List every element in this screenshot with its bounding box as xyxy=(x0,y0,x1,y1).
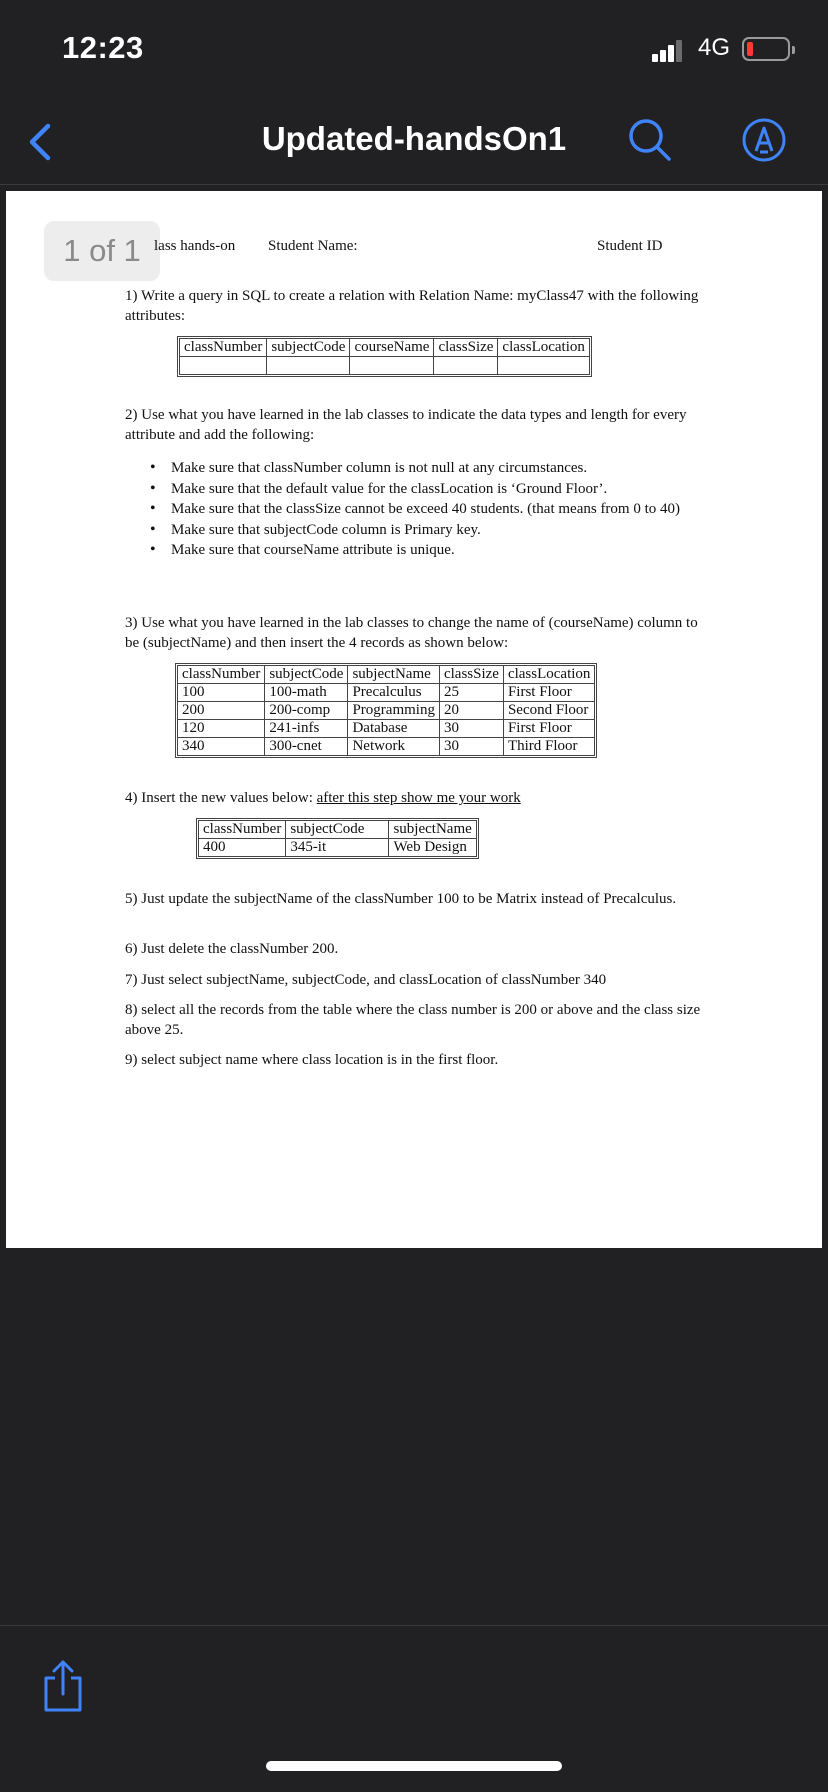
table-cell: subjectCode xyxy=(286,821,389,839)
table-cell: 340 xyxy=(178,738,265,756)
page-indicator: 1 of 1 xyxy=(44,221,160,281)
table-cell: 400 xyxy=(199,839,286,857)
question-9: 9) select subject name where class location is in the first floor. xyxy=(125,1052,499,1068)
table-row xyxy=(178,738,595,756)
table-cell: Programming xyxy=(348,702,440,720)
table-cell: 300-cnet xyxy=(265,738,348,756)
battery-icon xyxy=(742,37,790,61)
table-cell: Web Design xyxy=(389,839,476,857)
table-cell: classLocation xyxy=(498,339,589,357)
table-cell xyxy=(498,357,589,375)
table-cell: classNumber xyxy=(199,821,286,839)
table-row xyxy=(178,684,595,702)
list-item: • Make sure that the default value for the classLocation is ‘Ground Floor’. xyxy=(151,480,711,500)
cellular-signal-icon xyxy=(652,40,690,62)
question-8: 8) select all the records from the table where the class number is 200 or above and the class size above 25. xyxy=(125,1002,701,1038)
home-indicator[interactable] xyxy=(266,1761,562,1771)
question-6: 6) Just delete the classNumber 200. xyxy=(125,941,339,957)
table-cell: 345-it xyxy=(286,839,389,857)
markup-icon[interactable] xyxy=(738,114,790,166)
document-page[interactable] xyxy=(6,191,822,1248)
status-time: 12:23 xyxy=(62,30,144,65)
table-cell: 30 xyxy=(439,738,503,756)
question-2: 2) Use what you have learned in the lab classes to indicate the data types and length for every attribute and add the following: xyxy=(125,407,687,443)
table-cell: classSize xyxy=(439,666,503,684)
table-cell: subjectCode xyxy=(265,666,348,684)
header-student-name: Student Name: xyxy=(268,238,358,254)
table-cell: 200 xyxy=(178,702,265,720)
table-header-row xyxy=(180,339,590,357)
table-cell: 30 xyxy=(439,720,503,738)
table-cell: 200-comp xyxy=(265,702,348,720)
table-cell: Third Floor xyxy=(503,738,594,756)
table-row xyxy=(199,839,477,857)
back-chevron-icon[interactable] xyxy=(22,118,62,166)
question-1: 1) Write a query in SQL to create a relation with Relation Name: myClass47 with the following attributes: xyxy=(125,288,699,324)
network-type: 4G xyxy=(698,34,731,61)
table-cell: Network xyxy=(348,738,440,756)
table-cell: classNumber xyxy=(180,339,267,357)
header-student-id: Student ID xyxy=(597,238,663,254)
table-cell: subjectName xyxy=(348,666,440,684)
table-cell: First Floor xyxy=(503,720,594,738)
table-cell: First Floor xyxy=(503,684,594,702)
list-item: • Make sure that the classSize cannot be exceed 40 students. (that means from 0 to 40) xyxy=(151,500,711,520)
attributes-table xyxy=(179,338,590,375)
table-cell: 25 xyxy=(439,684,503,702)
table-cell xyxy=(434,357,498,375)
new-values-table xyxy=(198,820,477,857)
table-cell: Database xyxy=(348,720,440,738)
question-7: 7) Just select subjectName, subjectCode, and classLocation of classNumber 340 xyxy=(125,972,607,988)
table-row xyxy=(180,357,590,375)
table-cell: 100-math xyxy=(265,684,348,702)
question-4-underlined: after this step show me your work xyxy=(316,790,521,806)
table-cell: subjectCode xyxy=(267,339,350,357)
records-table xyxy=(177,665,595,756)
question-5: 5) Just update the subjectName of the classNumber 100 to be Matrix instead of Precalculus. xyxy=(125,891,677,907)
list-item: • Make sure that subjectCode column is Primary key. xyxy=(151,521,711,541)
table-cell xyxy=(350,357,434,375)
table-row xyxy=(178,720,595,738)
table-cell: 100 xyxy=(178,684,265,702)
table-cell: classSize xyxy=(434,339,498,357)
table-cell: 20 xyxy=(439,702,503,720)
requirements-list xyxy=(151,459,711,562)
document-title: Updated-handsOn1 xyxy=(261,120,567,157)
question-4 xyxy=(125,789,711,809)
list-item: • Make sure that courseName attribute is unique. xyxy=(151,541,711,561)
search-icon[interactable] xyxy=(624,114,676,166)
table-cell: 241-infs xyxy=(265,720,348,738)
table-cell: courseName xyxy=(350,339,434,357)
table-cell: Second Floor xyxy=(503,702,594,720)
table-cell xyxy=(180,357,267,375)
nav-bar xyxy=(0,100,828,185)
table-row xyxy=(178,702,595,720)
share-icon[interactable] xyxy=(38,1654,88,1714)
table-cell: Precalculus xyxy=(348,684,440,702)
question-4-text: 4) Insert the new values below: xyxy=(125,790,313,806)
status-bar xyxy=(0,0,828,100)
list-item: • Make sure that classNumber column is not null at any circumstances. xyxy=(151,459,711,479)
table-cell: classNumber xyxy=(178,666,265,684)
header-course: lass hands-on xyxy=(154,238,236,254)
table-cell: subjectName xyxy=(389,821,476,839)
table-cell: classLocation xyxy=(503,666,594,684)
table-header-row xyxy=(199,821,477,839)
table-cell: 120 xyxy=(178,720,265,738)
table-header-row xyxy=(178,666,595,684)
table-cell xyxy=(267,357,350,375)
question-3: 3) Use what you have learned in the lab classes to change the name of (courseName) column to be (subjectName) and then insert the 4 records as shown below: xyxy=(125,615,698,651)
